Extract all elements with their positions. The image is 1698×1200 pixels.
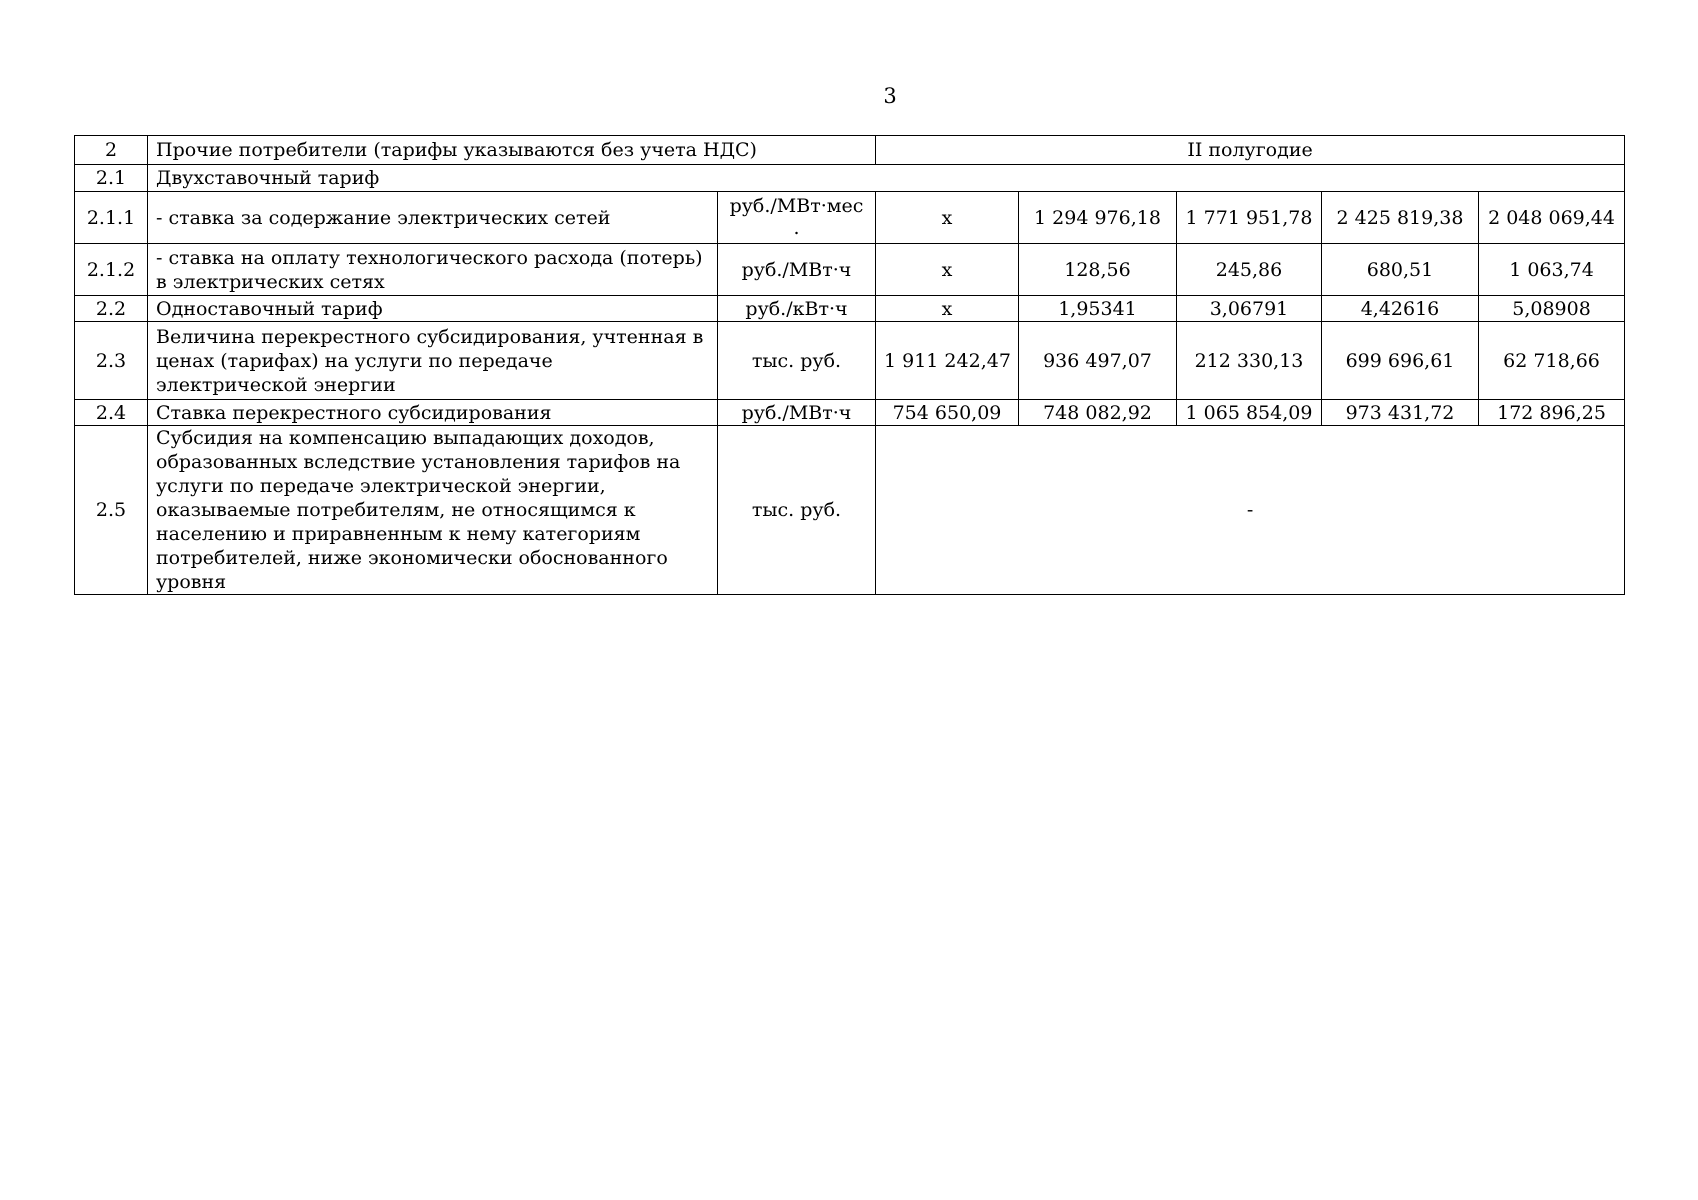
value-cell: 172 896,25 — [1479, 400, 1625, 426]
value-cell: 3,06791 — [1177, 296, 1322, 322]
value-cell: 62 718,66 — [1479, 322, 1625, 400]
value-cell: 1 771 951,78 — [1177, 192, 1322, 244]
row-description: Одноставочный тариф — [148, 296, 718, 322]
table-row — [75, 322, 1625, 400]
unit-cell: руб./кВт·ч — [718, 296, 876, 322]
value-cell: 748 082,92 — [1019, 400, 1177, 426]
table-row — [75, 192, 1625, 244]
value-cell: - — [876, 426, 1625, 595]
value-cell: 212 330,13 — [1177, 322, 1322, 400]
unit-text — [730, 195, 864, 239]
value-cell: 5,08908 — [1479, 296, 1625, 322]
unit-line-1: руб./МВт·мес — [729, 195, 864, 217]
value-cell: 2 425 819,38 — [1322, 192, 1479, 244]
table-row — [75, 244, 1625, 296]
row-number: 2.5 — [75, 426, 148, 595]
table-row — [75, 296, 1625, 322]
tariff-table — [74, 135, 1625, 595]
value-cell: 936 497,07 — [1019, 322, 1177, 400]
value-cell: 699 696,61 — [1322, 322, 1479, 400]
value-cell: 1 911 242,47 — [876, 322, 1019, 400]
page-number: 3 — [883, 84, 897, 108]
value-cell: 1 065 854,09 — [1177, 400, 1322, 426]
value-cell: 245,86 — [1177, 244, 1322, 296]
value-cell: 680,51 — [1322, 244, 1479, 296]
row-number: 2 — [75, 136, 148, 165]
value-cell: х — [876, 296, 1019, 322]
row-number: 2.4 — [75, 400, 148, 426]
value-cell: 128,56 — [1019, 244, 1177, 296]
value-cell: 1 294 976,18 — [1019, 192, 1177, 244]
row-description: Величина перекрестного субсидирования, учтенная в ценах (тарифах) на услуги по передаче электрической энергии — [148, 322, 718, 400]
row-number: 2.1.2 — [75, 244, 148, 296]
row-number: 2.1 — [75, 165, 148, 192]
unit-cell: тыс. руб. — [718, 426, 876, 595]
row-description: - ставка за содержание электрических сетей — [148, 192, 718, 244]
row-number: 2.2 — [75, 296, 148, 322]
row-number: 2.1.1 — [75, 192, 148, 244]
table-row — [75, 400, 1625, 426]
value-cell: х — [876, 192, 1019, 244]
value-cell: 4,42616 — [1322, 296, 1479, 322]
value-cell: 973 431,72 — [1322, 400, 1479, 426]
table-row — [75, 426, 1625, 595]
value-cell: 2 048 069,44 — [1479, 192, 1625, 244]
value-cell: 754 650,09 — [876, 400, 1019, 426]
row-number: 2.3 — [75, 322, 148, 400]
unit-cell — [718, 192, 876, 244]
row-description: Двухставочный тариф — [148, 165, 1625, 192]
table-row — [75, 136, 1625, 165]
value-cell: х — [876, 244, 1019, 296]
unit-cell: тыс. руб. — [718, 322, 876, 400]
row-description: Прочие потребители (тарифы указываются без учета НДС) — [148, 136, 876, 165]
row-description: Субсидия на компенсацию выпадающих доходов, образованных вследствие установления тарифов на услуги по передаче электрической энергии, оказываемые потребителям, не относящимся к населению и приравненным к нему категориям потребителей, ниже экономически обоснованного уровня — [148, 426, 718, 595]
value-cell: 1 063,74 — [1479, 244, 1625, 296]
unit-line-2: . — [793, 217, 800, 239]
period-header: II полугодие — [876, 136, 1625, 165]
unit-cell: руб./МВт·ч — [718, 244, 876, 296]
value-cell: 1,95341 — [1019, 296, 1177, 322]
table-row — [75, 165, 1625, 192]
row-description: Ставка перекрестного субсидирования — [148, 400, 718, 426]
unit-cell: руб./МВт·ч — [718, 400, 876, 426]
row-description: - ставка на оплату технологического расхода (потерь) в электрических сетях — [148, 244, 718, 296]
